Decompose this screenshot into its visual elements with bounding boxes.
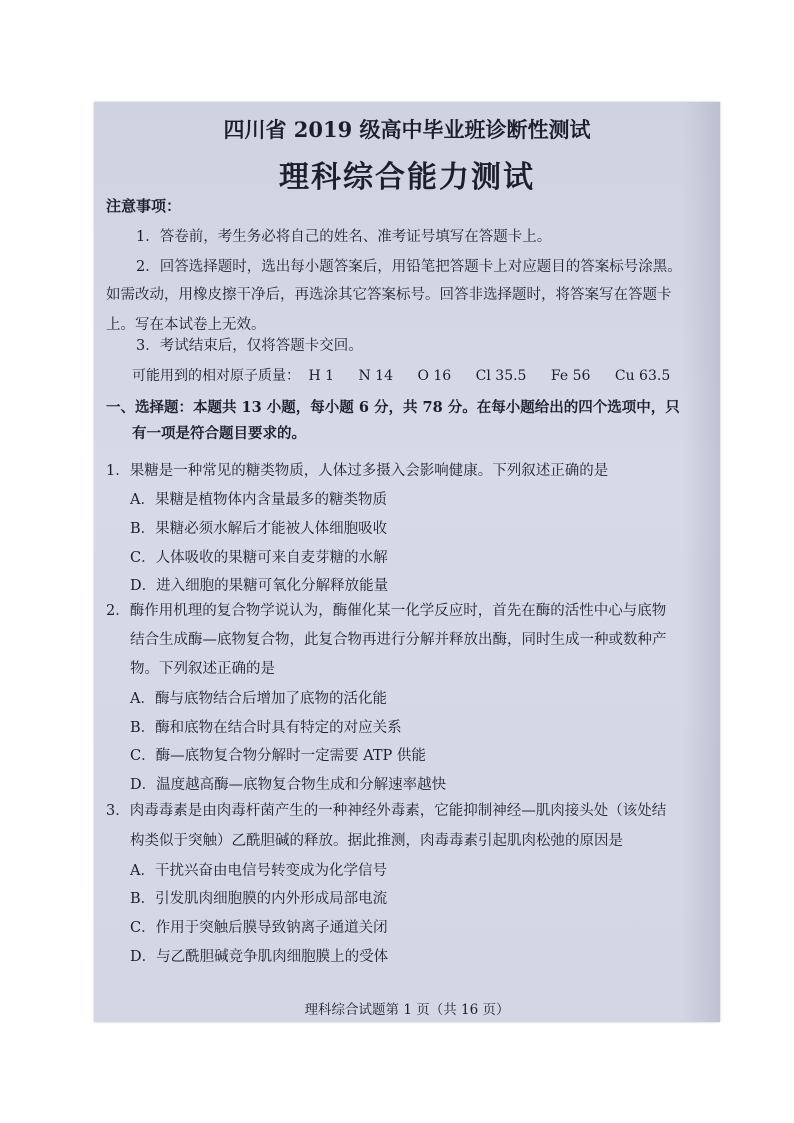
question-2-stem: 2．酶作用机理的复合物学说认为，酶催化某一化学反应时，首先在酶的活性中心与底物 xyxy=(106,603,667,619)
atomic-mass-cu: Cu 63.5 xyxy=(614,368,671,384)
question-1-option-d: D．进入细胞的果糖可氧化分解释放能量 xyxy=(130,578,389,594)
question-3-stem: 3．肉毒毒素是由肉毒杆菌产生的一种神经外毒素，它能抑制神经—肌肉接头处（该处结 xyxy=(106,803,667,819)
atomic-mass-h: H 1 xyxy=(308,368,335,384)
atomic-mass-o: O 16 xyxy=(417,368,452,384)
question-3-option-b: B．引发肌肉细胞膜的内外形成局部电流 xyxy=(130,891,388,907)
question-2-option-c: C．酶—底物复合物分解时一定需要 ATP 供能 xyxy=(130,748,426,764)
question-2-stem: 结合生成酶—底物复合物，此复合物再进行分解并释放出酶，同时生成一种或数种产 xyxy=(130,632,667,648)
section-heading: 一、选择题：本题共 13 小题，每小题 6 分，共 78 分。在每小题给出的四个选项中，只 xyxy=(106,399,680,416)
question-3-option-c: C．作用于突触后膜导致钠离子通道关闭 xyxy=(130,920,388,936)
exam-page xyxy=(94,102,720,1022)
atomic-mass-cl: Cl 35.5 xyxy=(475,368,527,384)
page-curl-shadow xyxy=(682,102,720,1022)
question-1-option-b: B．果糖必须水解后才能被人体细胞吸收 xyxy=(130,521,388,537)
question-1-option-a: A．果糖是植物体内含量最多的糖类物质 xyxy=(130,492,387,508)
question-2-stem: 物。下列叙述正确的是 xyxy=(130,661,275,677)
question-3-stem: 构类似于突触）乙酰胆碱的释放。据此推测，肉毒毒素引起肌肉松弛的原因是 xyxy=(130,833,623,849)
question-1-stem: 1．果糖是一种常见的糖类物质，人体过多摄入会影响健康。下列叙述正确的是 xyxy=(106,463,609,479)
notice-item: 2．回答选择题时，选出每小题答案后，用铅笔把答题卡上对应题目的答案标号涂黑。 xyxy=(136,259,682,275)
question-3-option-a: A．干扰兴奋由电信号转变成为化学信号 xyxy=(130,863,387,879)
notice-item: 如需改动，用橡皮擦干净后，再选涂其它答案标号。回答非选择题时，将答案写在答题卡 xyxy=(106,287,672,303)
section-heading-cont: 有一项是符合题目要求的。 xyxy=(132,425,306,442)
notice-item: 3．考试结束后，仅将答题卡交回。 xyxy=(136,338,363,354)
exam-subtitle: 理科综合能力测试 xyxy=(279,160,535,195)
atomic-mass-n: N 14 xyxy=(358,368,393,384)
exam-title: 四川省 2019 级高中毕业班诊断性测试 xyxy=(223,117,591,142)
question-2-option-a: A．酶与底物结合后增加了底物的活化能 xyxy=(130,691,387,707)
notice-item: 上。写在本试卷上无效。 xyxy=(106,317,266,333)
atomic-mass-label: 可能用到的相对原子质量： xyxy=(132,368,300,384)
question-3-option-d: D．与乙酰胆碱竞争肌肉细胞膜上的受体 xyxy=(130,949,389,965)
question-2-option-b: B．酶和底物在结合时具有特定的对应关系 xyxy=(130,720,402,736)
question-2-option-d: D．温度越高酶—底物复合物生成和分解速率越快 xyxy=(130,777,447,793)
atomic-mass-line xyxy=(132,365,690,385)
notice-item: 1．答卷前，考生务必将自己的姓名、准考证号填写在答题卡上。 xyxy=(136,229,552,245)
atomic-mass-fe: Fe 56 xyxy=(550,368,591,384)
question-1-option-c: C．人体吸收的果糖可来自麦芽糖的水解 xyxy=(130,550,388,566)
notice-heading: 注意事项： xyxy=(106,197,182,215)
page-footer: 理科综合试题第 1 页（共 16 页） xyxy=(304,1002,510,1018)
